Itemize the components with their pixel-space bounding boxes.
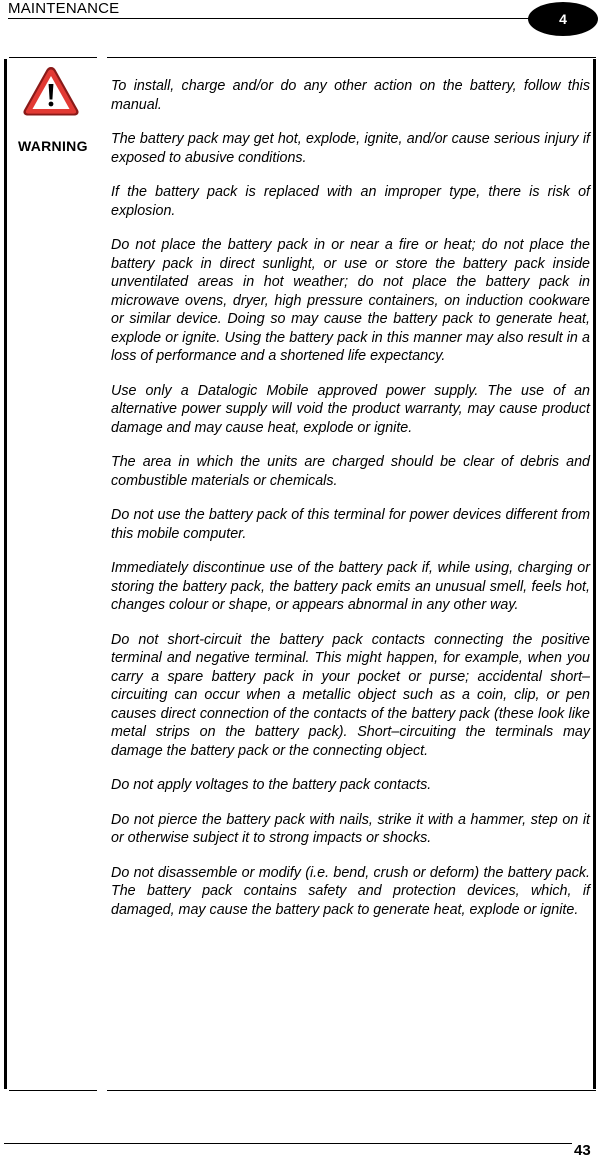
page-number: 43: [574, 1142, 591, 1159]
warning-paragraph: The area in which the units are charged should be clear of debris and combustible materials or chemicals.: [111, 454, 590, 489]
warning-text: [111, 77, 590, 935]
footer-rule: [4, 1143, 572, 1144]
warning-box-left-bar: [4, 59, 7, 1089]
chapter-badge: [528, 2, 598, 36]
warning-paragraph: The battery pack may get hot, explode, ignite, and/or cause serious injury if exposed to abusive conditions.: [111, 131, 590, 166]
warning-box-bottom-gap: [97, 1089, 107, 1093]
warning-paragraph: Do not apply voltages to the battery pack contacts.: [111, 777, 432, 793]
warning-paragraph: To install, charge and/or do any other action on the battery, follow this manual.: [111, 78, 590, 113]
warning-paragraph: Do not use the battery pack of this terminal for power devices different from this mobile computer.: [111, 507, 590, 542]
header-rule: [8, 18, 530, 19]
warning-paragraph: Immediately discontinue use of the battery pack if, while using, charging or storing the battery pack, the battery pack emits an unusual smell, feels hot, changes colour or shape, or appears abnormal in any other way.: [111, 560, 590, 613]
warning-box-top-gap: [97, 55, 107, 59]
warning-paragraph: Use only a Datalogic Mobile approved power supply. The use of an alternative power supply will void the product warranty, may cause product damage and may cause heat, explode or ignite.: [111, 382, 590, 436]
chapter-number: 4: [559, 11, 567, 27]
warning-label: WARNING: [18, 138, 88, 154]
warning-paragraph: Do not pierce the battery pack with nails, strike it with a hammer, step on it or otherwise subject it to strong impacts or shocks.: [111, 811, 590, 846]
warning-paragraph: Do not disassemble or modify (i.e. bend, crush or deform) the battery pack. The battery pack contains safety and protection devices, which, if damaged, may cause the battery pack to generate heat, explode or ignite.: [111, 864, 590, 918]
exclamation-triangle-icon: [22, 65, 80, 117]
warning-paragraph: Do not short-circuit the battery pack contacts connecting the positive terminal and negative terminal. This might happen, for example, when you carry a spare battery pack in your pocket or purse; accidental short–circuiting can occur when a metallic object such as a coin, clip, or pen causes direct connection of the contacts of the battery pack (these look like metal strips on the battery pack). Short–circuiting the terminals may damage the battery pack or the connecting object.: [111, 631, 590, 759]
warning-box-right-bar: [593, 59, 596, 1089]
warning-paragraph: Do not place the battery pack in or near a fire or heat; do not place the battery pack in direct sunlight, or use or store the battery pack inside unventilated areas in hot weather; do not place the battery pack in microwave ovens, dryer, high pressure containers, on induction cookware or similar device. Doing so may cause the battery pack to generate heat, explode or ignite. Using the battery pack in this manner may also result in a loss of performance and a shortened life expectancy.: [111, 237, 590, 364]
warning-box: [4, 57, 596, 1091]
section-title: MAINTENANCE: [8, 0, 120, 17]
warning-paragraph: If the battery pack is replaced with an improper type, there is risk of explosion.: [111, 184, 590, 219]
